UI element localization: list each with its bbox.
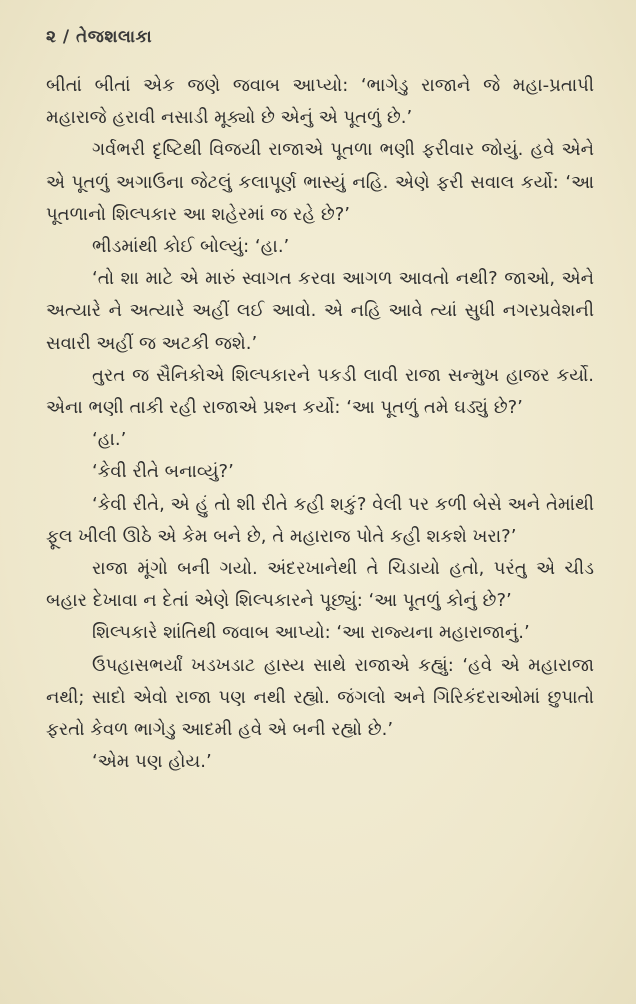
paragraph-5: તુરત જ સૈનિકોએ શિલ્પકારને પકડી લાવી રાજા સન્મુખ હાજર કર્યો. એના ભણી તાકી રહી રાજાએ પ્રશ્ન કર્યો: ‘આ પૂતળું તમે ઘડ્યું છે?’ [46,364,594,419]
paragraph-9: રાજા મૂંગો બની ગયો. અંદરખાનેથી તે ચિડાયો હતો, પરંતુ એ ચીડ બહાર દેખાવા ન દેતાં એણે શિલ્પકારને પૂછ્યું: ‘આ પૂતળું કોનું છે?’ [46,558,594,612]
paragraph-7: ‘કેવી રીતે બનાવ્યું?’ [92,461,234,483]
paragraph-10: શિલ્પકારે શાંતિથી જવાબ આપ્યો: ‘આ રાજ્યના મહારાજાનું.’ [92,622,530,644]
paragraph-6: ‘હા.’ [92,429,127,451]
page-header: ૨ / તેજશલાકા [46,27,153,47]
body-text [46,70,594,778]
paragraph-2: ગર્વભરી દૃષ્ટિથી વિજયી રાજાએ પૂતળા ભણી ફરીવાર જોયું. હવે એને એ પૂતળું અગાઉના જેટલું કલાપૂર્ણ ભાસ્યું નહિ. એણે ફરી સવાલ કર્યો: ‘આ પૂતળાનો શિલ્પકાર આ શહેરમાં જ રહે છે?’ [46,139,594,225]
paragraph-4: ‘તો શા માટે એ મારું સ્વાગત કરવા આગળ આવતો નથી? જાઓ, એને અત્યારે ને અત્યારે અહીં લઈ આવો. એ નહિ આવે ત્યાં સુધી નગરપ્રવેશની સવારી અહીં જ અટકી જશે.’ [46,268,594,354]
paragraph-8: ‘કેવી રીતે, એ હું તો શી રીતે કહી શકું? વેલી પર કળી બેસે અને તેમાંથી ફૂલ ખીલી ઊઠે એ કેમ બને છે, તે મહારાજ પોતે કહી શકશે ખરા?’ [46,493,594,547]
paragraph-12: ‘એમ પણ હોય.’ [92,751,212,773]
paragraph-11: ઉપહાસભર્યાં ખડખડાટ હાસ્ય સાથે રાજાએ કહ્યું: ‘હવે એ મહારાજા નથી; સાદો એવો રાજા પણ નથી રહ્યો. જંગલો અને ગિરિકંદરાઓમાં છુપાતો ફરતો કેવળ ભાગેડુ આદમી હવે એ બની રહ્યો છે.’ [46,654,594,741]
paragraph-3: ભીડમાંથી કોઈ બોલ્યું: ‘હા.’ [92,236,290,258]
paragraph-1: બીતાં બીતાં એક જણે જવાબ આપ્યો: ‘ભાગેડુ રાજાને જે મહા-પ્રતાપી મહારાજે હરાવી નસાડી મૂક્યો છે એનું એ પૂતળું છે.’ [46,75,594,129]
